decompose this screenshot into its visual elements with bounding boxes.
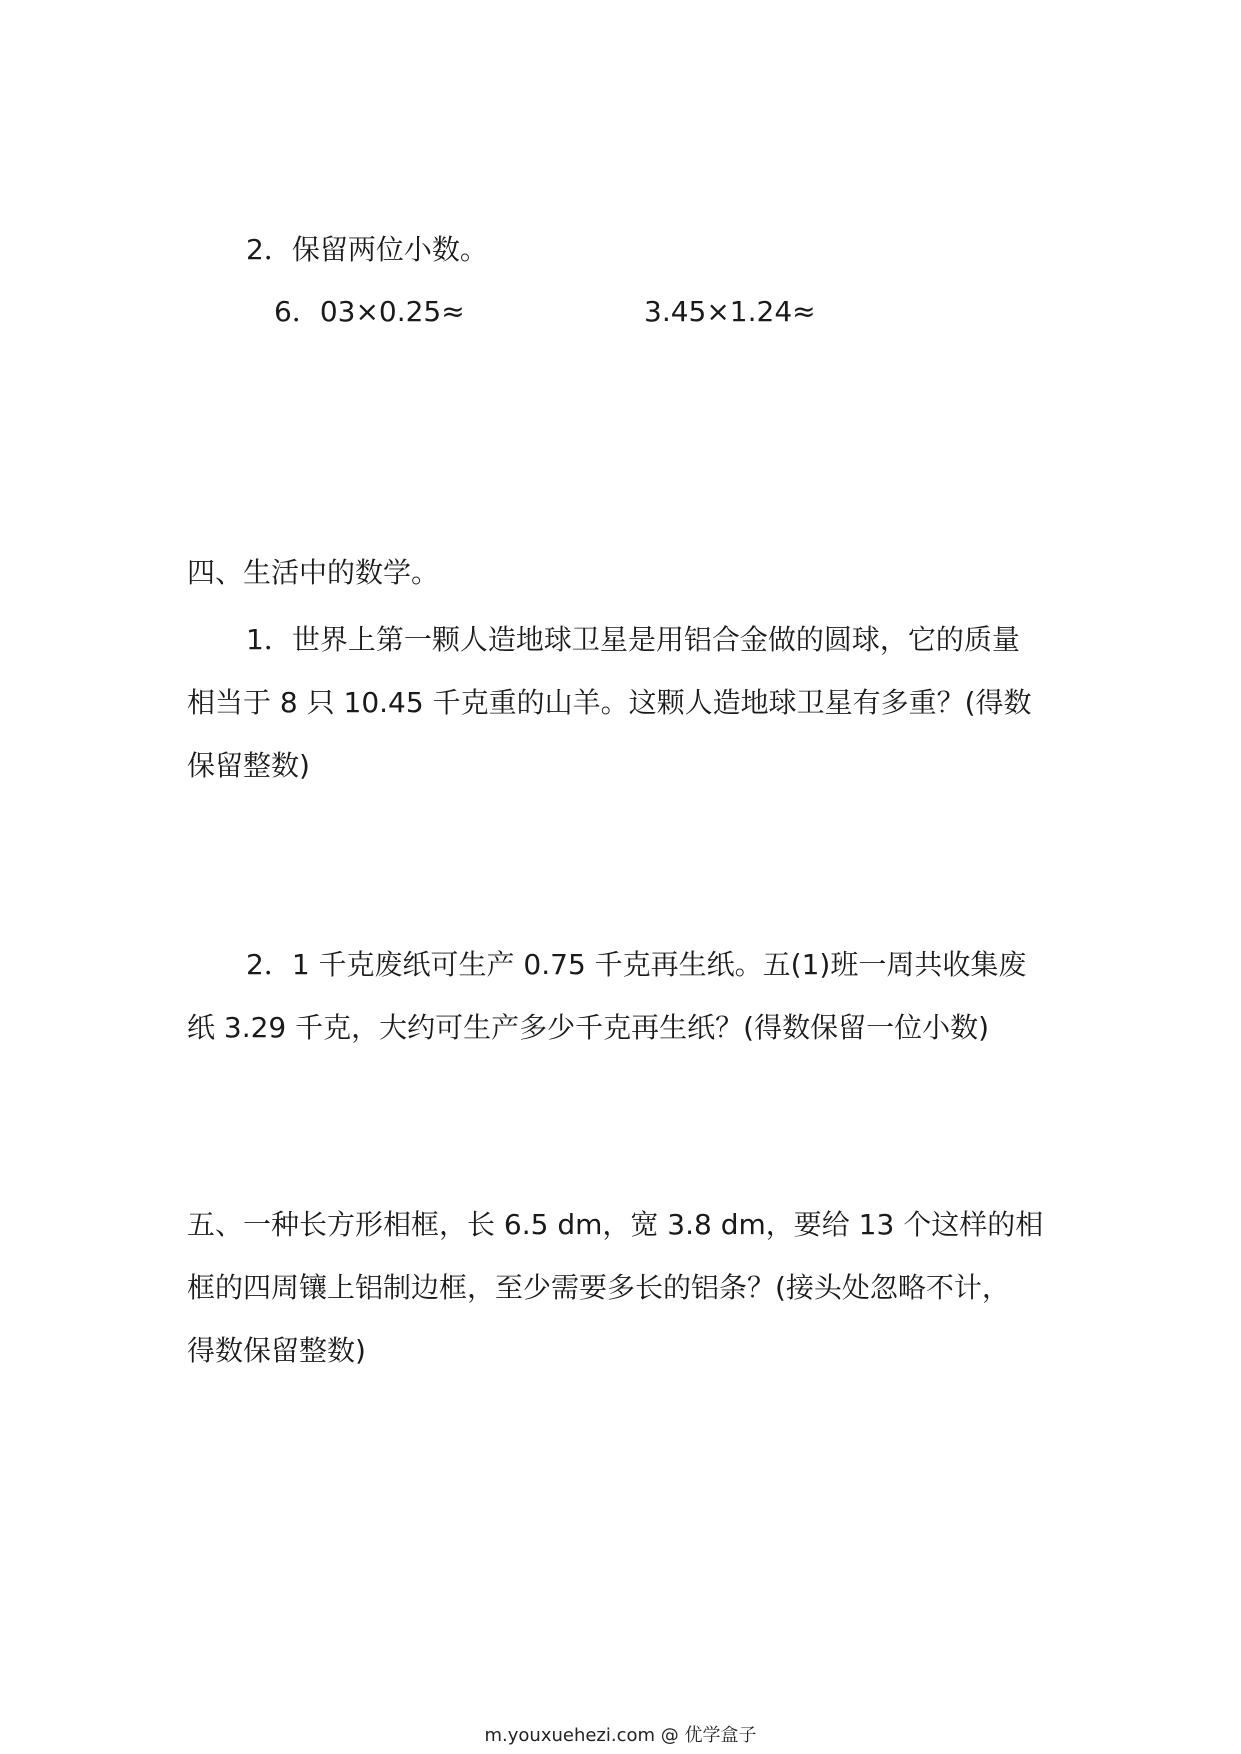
expression-1: 6．03×0.25≈ xyxy=(274,295,465,328)
section-4-heading: 四、生活中的数学。 xyxy=(187,556,440,589)
paper-question-line-2: 纸 3.29 千克，大约可生产多少千克再生纸？(得数保留一位小数) xyxy=(187,1011,989,1044)
satellite-question-line-2: 相当于 8 只 10.45 千克重的山羊。这颗人造地球卫星有多重？(得数 xyxy=(187,686,1032,719)
satellite-question-line-3: 保留整数) xyxy=(187,749,310,782)
satellite-question-line-1: 1．世界上第一颗人造地球卫星是用铝合金做的圆球，它的质量 xyxy=(246,623,1020,656)
paper-question-line-1: 2．1 千克废纸可生产 0.75 千克再生纸。五(1)班一周共收集废 xyxy=(246,948,1027,981)
frame-question-line-2: 框的四周镶上铝制边框，至少需要多长的铝条？(接头处忽略不计， xyxy=(187,1271,1010,1304)
rounding-question-title: 2．保留两位小数。 xyxy=(246,233,488,266)
expression-2: 3.45×1.24≈ xyxy=(644,295,816,328)
page-footer-watermark: m.youxuehezi.com @ 优学盒子 xyxy=(484,1725,757,1746)
frame-question-line-3: 得数保留整数) xyxy=(187,1334,366,1367)
frame-question-line-1: 五、一种长方形相框，长 6.5 dm，宽 3.8 dm，要给 13 个这样的相 xyxy=(187,1208,1044,1241)
